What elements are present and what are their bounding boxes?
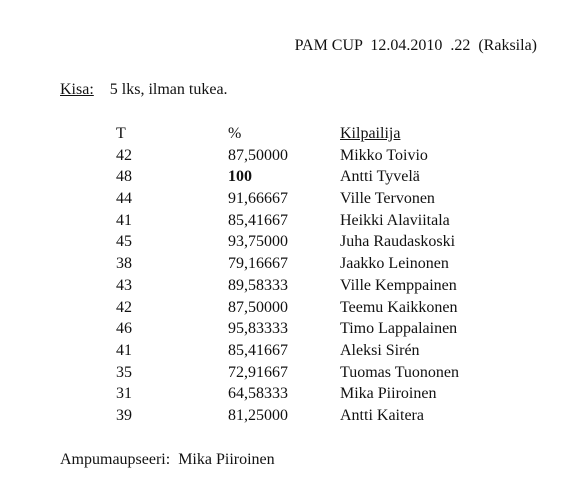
event-location: (Raksila): [478, 37, 537, 54]
cell-percent: 85,41667: [228, 211, 288, 229]
cell-t: 41: [116, 341, 132, 359]
competition-line: [60, 81, 228, 99]
table-row: [0, 340, 577, 362]
event-name: PAM CUP: [294, 37, 363, 54]
cell-percent: 72,91667: [228, 363, 288, 381]
table-row: [0, 253, 577, 275]
table-row: [0, 145, 577, 167]
cell-competitor: Antti Tyvelä: [340, 168, 420, 186]
event-date: 12.04.2010: [370, 37, 443, 54]
cell-t: 42: [116, 146, 132, 164]
cell-competitor: Mika Piiroinen: [340, 385, 437, 403]
table-row: [0, 210, 577, 232]
table-row: [0, 318, 577, 340]
footer-line: [60, 451, 275, 469]
table-header-row: [0, 123, 577, 145]
range-officer-name: Mika Piiroinen: [178, 451, 275, 468]
table-row: [0, 362, 577, 384]
cell-t: 45: [116, 233, 132, 251]
cell-competitor: Heikki Alaviitala: [340, 211, 450, 229]
cell-percent: 89,58333: [228, 276, 288, 294]
page-header: [295, 37, 537, 55]
footer-label: Ampumaupseeri:: [60, 451, 171, 468]
cell-t: 35: [116, 363, 132, 381]
cell-t: 41: [116, 211, 132, 229]
cell-competitor: Ville Kemppainen: [340, 276, 457, 294]
cell-competitor: Ville Tervonen: [340, 190, 435, 208]
cell-percent: 91,66667: [228, 190, 288, 208]
cell-competitor: Timo Lappalainen: [340, 320, 458, 338]
cell-competitor: Tuomas Tuononen: [340, 363, 460, 381]
cell-percent: 81,25000: [228, 406, 288, 424]
cell-percent: 64,58333: [228, 385, 288, 403]
table-row: [0, 297, 577, 319]
competition-label: Kisa:: [60, 81, 94, 98]
column-header-t: T: [116, 125, 126, 142]
cell-t: 43: [116, 276, 132, 294]
cell-t: 44: [116, 190, 132, 208]
cell-t: 42: [116, 298, 132, 316]
cell-percent: 85,41667: [228, 341, 288, 359]
table-row: [0, 231, 577, 253]
cell-percent: 79,16667: [228, 255, 288, 273]
table-row: [0, 383, 577, 405]
results-table: [0, 123, 577, 427]
table-row: [0, 188, 577, 210]
cell-competitor: Antti Kaitera: [340, 406, 424, 424]
event-caliber: .22: [450, 37, 471, 54]
cell-competitor: Aleksi Sirén: [340, 341, 420, 359]
column-header-percent: %: [228, 125, 242, 142]
table-row: [0, 405, 577, 427]
cell-t: 46: [116, 320, 132, 338]
cell-percent: 95,83333: [228, 320, 288, 338]
table-body: [0, 145, 577, 427]
cell-percent: 100: [228, 168, 252, 186]
cell-t: 31: [116, 385, 132, 403]
cell-competitor: Mikko Toivio: [340, 146, 428, 164]
cell-t: 38: [116, 255, 132, 273]
cell-competitor: Juha Raudaskoski: [340, 233, 456, 251]
cell-percent: 87,50000: [228, 146, 288, 164]
column-header-competitor: Kilpailija: [340, 125, 401, 142]
cell-t: 48: [116, 168, 132, 186]
cell-t: 39: [116, 406, 132, 424]
cell-percent: 87,50000: [228, 298, 288, 316]
competition-description: 5 lks, ilman tukea.: [109, 81, 228, 98]
table-row: [0, 166, 577, 188]
table-row: [0, 275, 577, 297]
cell-percent: 93,75000: [228, 233, 288, 251]
cell-competitor: Jaakko Leinonen: [340, 255, 449, 273]
cell-competitor: Teemu Kaikkonen: [340, 298, 458, 316]
